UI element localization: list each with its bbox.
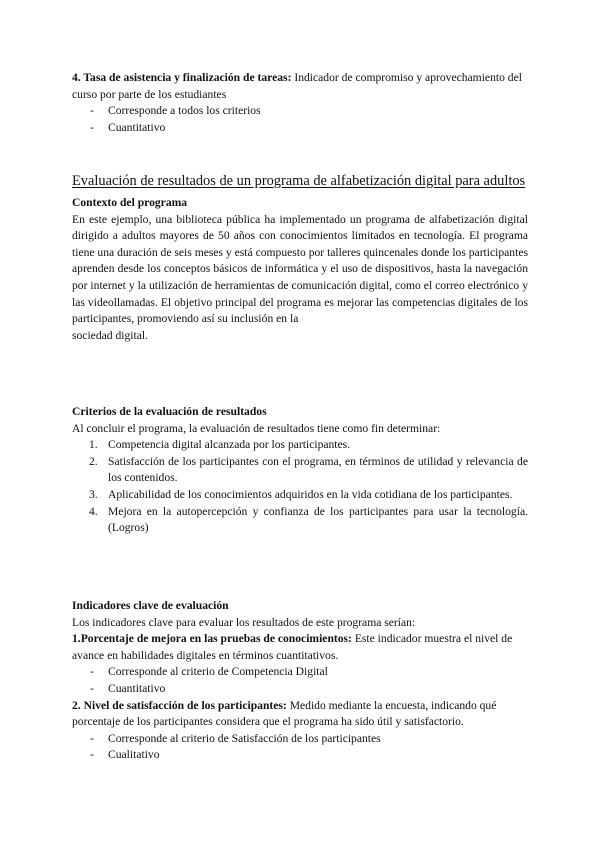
contexto-block [72, 195, 528, 344]
criterios-heading: Criterios de la evaluación de resultados [72, 405, 267, 418]
indicator-1-bullets [72, 664, 528, 697]
contexto-tail: sociedad digital. [72, 328, 148, 342]
indicator-4-block [72, 70, 528, 136]
list-item: - Cuantitativo [90, 681, 166, 695]
indicator-4-text: Indicador de compromiso y aprovechamiento del curso por parte de los estudiantes [72, 71, 522, 101]
section-title: Evaluación de resultados de un programa de alfabetización digital para adultos [72, 173, 526, 189]
list-item: 1. Competencia digital alcanzada por los participantes. [89, 438, 351, 452]
contexto-body: En este ejemplo, una biblioteca pública ha implementado un programa de alfabetización digital dirigido a adultos mayores de 50 años con conocimientos limitados en tecnología. El programa tiene una duración de seis meses y está compuesto por talleres quincenales donde los participantes aprenden desde los conceptos básicos de informática y el uso de dispositivos, hasta la navegación por internet y la utilización de herramientas de comunicación digital, como el correo electrónico y las videollamadas. El objetivo principal del programa es mejorar las competencias digitales de los participantes, promoviendo así su inclusión en la [72, 212, 528, 326]
indicator-4-paragraph [72, 70, 528, 103]
indicator-2-bullets [72, 731, 528, 764]
section-title-block [72, 172, 528, 191]
list-item: 3. Aplicabilidad de los conocimientos adquiridos en la vida cotidiana de los participantes. [89, 487, 513, 501]
indicator-4-lead: 4. Tasa de asistencia y finalización de tareas: [72, 71, 292, 84]
list-item: - Cuantitativo [90, 120, 166, 134]
contexto-heading: Contexto del programa [72, 196, 188, 209]
indicator-1-paragraph: 1.Porcentaje de mejora en las pruebas de conocimientos: Este indicador muestra el nivel de avance en habilidades digitales en términos cuantitativos. [72, 632, 513, 662]
list-item: - Cualitativo [90, 748, 160, 762]
indicator-4-bullets [72, 103, 528, 136]
indicadores-heading: Indicadores clave de evaluación [72, 599, 229, 612]
criterios-intro: Al concluir el programa, la evaluación de resultados tiene como fin determinar: [72, 421, 441, 435]
criterios-block [72, 404, 528, 537]
indicadores-intro: Los indicadores clave para evaluar los resultados de este programa serían: [72, 615, 416, 629]
criterios-list [72, 437, 528, 537]
list-item: - Corresponde a todos los criterios [90, 104, 261, 118]
list-item: - Corresponde al criterio de Satisfacción de los participantes [90, 731, 381, 745]
indicator-2-paragraph: 2. Nivel de satisfacción de los participantes: Medido mediante la encuesta, indicando qué porcentaje de los participantes considera que el programa ha sido útil y satisfactorio. [72, 698, 497, 729]
list-item: 2. Satisfacción de los participantes con el programa, en términos de utilidad y relevancia de los contenidos. [89, 454, 528, 485]
list-item: 4. Mejora en la autopercepción y confianza de los participantes para usar la tecnología. (Logros) [89, 504, 528, 535]
indicadores-block [72, 598, 528, 764]
list-item: - Corresponde al criterio de Competencia Digital [90, 665, 328, 679]
